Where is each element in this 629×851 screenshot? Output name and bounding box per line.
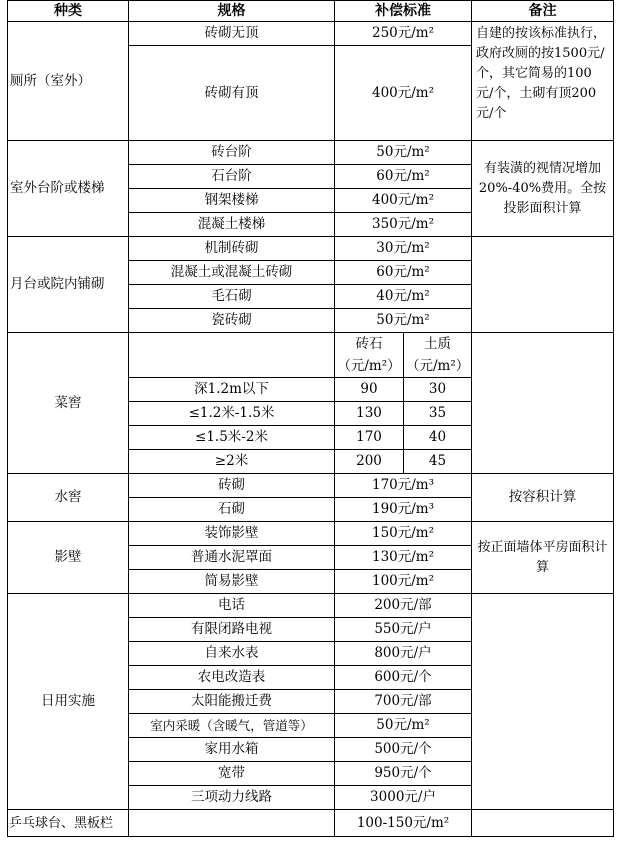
brick-cell: 130 bbox=[335, 402, 404, 426]
spec-cell: ≤1.2米-1.5米 bbox=[129, 402, 335, 426]
table-row bbox=[8, 141, 614, 165]
note-cell: 按容积计算 bbox=[472, 474, 614, 522]
standard-cell: 800元/户 bbox=[335, 642, 472, 666]
header-row bbox=[8, 1, 614, 22]
spec-cell: ≥2米 bbox=[129, 450, 335, 474]
standard-cell: 700元/部 bbox=[335, 690, 472, 714]
soil-cell: 40 bbox=[404, 426, 472, 450]
soil-cell: 30 bbox=[404, 378, 472, 402]
note-cell-empty bbox=[472, 237, 614, 333]
standard-cell: 50元/m² bbox=[335, 714, 472, 738]
spec-cell: ≤1.5米-2米 bbox=[129, 426, 335, 450]
spec-cell: 装饰影壁 bbox=[129, 522, 335, 546]
standard-cell: 50元/m² bbox=[335, 141, 472, 165]
spec-cell-empty bbox=[129, 333, 335, 378]
standard-cell: 600元/个 bbox=[335, 666, 472, 690]
standard-cell: 500元/个 bbox=[335, 738, 472, 762]
category-cell: 日用实施 bbox=[8, 594, 129, 810]
note-cell: 按正面墙体平房面积计算 bbox=[472, 522, 614, 594]
table-row bbox=[8, 333, 614, 378]
standard-cell: 30元/m² bbox=[335, 237, 472, 261]
note-cell-empty bbox=[472, 810, 614, 837]
soil-cell: 45 bbox=[404, 450, 472, 474]
table-row bbox=[8, 474, 614, 498]
note-cell-empty bbox=[472, 333, 614, 474]
category-cell: 菜窖 bbox=[8, 333, 129, 474]
spec-cell: 自来水表 bbox=[129, 642, 335, 666]
table-row bbox=[8, 522, 614, 546]
spec-cell: 石砌 bbox=[129, 498, 335, 522]
standard-cell: 400元/m² bbox=[335, 189, 472, 213]
soil-cell: 35 bbox=[404, 402, 472, 426]
subheader-brick-label: 砖石 bbox=[355, 336, 383, 352]
spec-cell: 砖砌无顶 bbox=[129, 22, 335, 46]
category-cell: 乒乓球台、黑板栏 bbox=[8, 810, 129, 837]
standard-cell: 50元/m² bbox=[335, 309, 472, 333]
category-cell: 厕所（室外） bbox=[8, 22, 129, 141]
compensation-table bbox=[7, 0, 614, 837]
spec-cell: 三项动力线路 bbox=[129, 786, 335, 810]
spec-cell: 砖台阶 bbox=[129, 141, 335, 165]
table-row bbox=[8, 22, 614, 46]
spec-cell: 简易影壁 bbox=[129, 570, 335, 594]
brick-cell: 90 bbox=[335, 378, 404, 402]
spec-cell: 电话 bbox=[129, 594, 335, 618]
spec-cell: 农电改造表 bbox=[129, 666, 335, 690]
spec-cell: 宽带 bbox=[129, 762, 335, 786]
spec-cell: 砖砌 bbox=[129, 474, 335, 498]
standard-cell: 60元/m² bbox=[335, 165, 472, 189]
spec-cell: 混凝土楼梯 bbox=[129, 213, 335, 237]
subheader-soil-label: 土质 bbox=[424, 336, 451, 352]
standard-cell: 400元/m² bbox=[335, 46, 472, 141]
category-cell: 室外台阶或楼梯 bbox=[8, 141, 129, 237]
spec-cell: 混凝土或混凝土砖砌 bbox=[129, 261, 335, 285]
spec-cell: 普通水泥罩面 bbox=[129, 546, 335, 570]
header-note: 备注 bbox=[472, 1, 614, 22]
subheader-brick-unit: （元/m²） bbox=[337, 358, 401, 374]
standard-cell: 100-150元/m² bbox=[335, 810, 472, 837]
category-cell: 影壁 bbox=[8, 522, 129, 594]
spec-cell: 瓷砖砌 bbox=[129, 309, 335, 333]
spec-cell: 石台阶 bbox=[129, 165, 335, 189]
header-standard: 补偿标准 bbox=[335, 1, 472, 22]
spec-cell: 钢架楼梯 bbox=[129, 189, 335, 213]
spec-cell: 家用水箱 bbox=[129, 738, 335, 762]
standard-cell: 3000元/户 bbox=[335, 786, 472, 810]
table-row bbox=[8, 810, 614, 837]
spec-cell: 机制砖砌 bbox=[129, 237, 335, 261]
subheader-soil bbox=[404, 333, 472, 378]
table-row bbox=[8, 237, 614, 261]
note-cell: 自建的按该标准执行，政府改厕的按1500元/个，其它简易的100元/个，土砌有顶200元/个 bbox=[472, 22, 614, 141]
table-row bbox=[8, 594, 614, 618]
category-cell: 水窖 bbox=[8, 474, 129, 522]
note-cell: 有装潢的视情况增加20%-40%费用。全按投影面积计算 bbox=[472, 141, 614, 237]
subheader-brick bbox=[335, 333, 404, 378]
header-spec: 规格 bbox=[129, 1, 335, 22]
standard-cell: 60元/m² bbox=[335, 261, 472, 285]
standard-cell: 950元/个 bbox=[335, 762, 472, 786]
spec-cell: 太阳能搬迁费 bbox=[129, 690, 335, 714]
spec-cell: 有限闭路电视 bbox=[129, 618, 335, 642]
standard-cell: 170元/m³ bbox=[335, 474, 472, 498]
category-cell: 月台或院内铺砌 bbox=[8, 237, 129, 333]
standard-cell: 150元/m² bbox=[335, 522, 472, 546]
standard-cell: 130元/m² bbox=[335, 546, 472, 570]
standard-cell: 190元/m³ bbox=[335, 498, 472, 522]
spec-cell: 室内采暖（含暖气，管道等） bbox=[129, 714, 335, 738]
spec-cell: 砖砌有顶 bbox=[129, 46, 335, 141]
subheader-soil-unit: （元/m²） bbox=[406, 358, 470, 374]
brick-cell: 200 bbox=[335, 450, 404, 474]
note-cell-empty bbox=[472, 594, 614, 810]
standard-cell: 200元/部 bbox=[335, 594, 472, 618]
standard-cell: 350元/m² bbox=[335, 213, 472, 237]
header-category: 种类 bbox=[8, 1, 129, 22]
spec-cell: 深1.2m以下 bbox=[129, 378, 335, 402]
brick-cell: 170 bbox=[335, 426, 404, 450]
standard-cell: 550元/户 bbox=[335, 618, 472, 642]
spec-cell-empty bbox=[129, 810, 335, 837]
standard-cell: 40元/m² bbox=[335, 285, 472, 309]
spec-cell: 毛石砌 bbox=[129, 285, 335, 309]
standard-cell: 250元/m² bbox=[335, 22, 472, 46]
standard-cell: 100元/m² bbox=[335, 570, 472, 594]
